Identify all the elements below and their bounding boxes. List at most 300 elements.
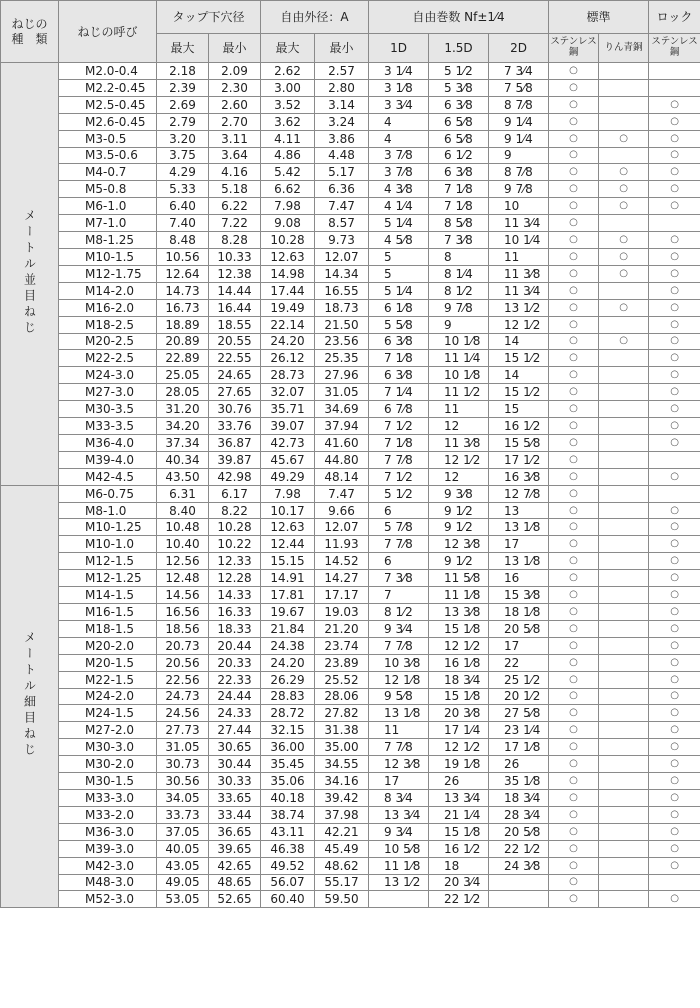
std-stainless-mark: ○ — [549, 401, 599, 418]
header-free-diameter: 自由外径：A — [261, 1, 369, 34]
lock-stainless-mark: ○ — [649, 384, 700, 401]
std-phosphor-bronze-mark — [599, 536, 649, 553]
std-stainless-mark: ○ — [549, 181, 599, 198]
table-row — [1, 874, 700, 891]
std-phosphor-bronze-mark — [599, 604, 649, 621]
cell-turns-15d: 5 1⁄2 — [429, 63, 489, 80]
lock-stainless-mark: ○ — [649, 806, 700, 823]
cell-free-min: 27.96 — [315, 367, 369, 384]
cell-tap-max: 49.05 — [157, 874, 209, 891]
cell-turns-1d: 6 7⁄8 — [369, 401, 429, 418]
cell-tap-max: 16.73 — [157, 299, 209, 316]
std-stainless-mark: ○ — [549, 215, 599, 232]
cell-tap-max: 14.73 — [157, 282, 209, 299]
cell-free-min: 34.69 — [315, 401, 369, 418]
cell-turns-2d: 16 — [489, 570, 549, 587]
std-phosphor-bronze-mark — [599, 637, 649, 654]
cell-turns-2d: 15 5⁄8 — [489, 434, 549, 451]
cell-tap-min: 8.28 — [209, 232, 261, 249]
header-1d: 1D — [369, 34, 429, 63]
cell-tap-max: 30.73 — [157, 756, 209, 773]
table-row — [1, 434, 700, 451]
cell-free-max: 32.07 — [261, 384, 315, 401]
cell-turns-2d: 17 — [489, 637, 549, 654]
cell-tap-min: 14.44 — [209, 282, 261, 299]
cell-thread-name: M20-1.5 — [59, 654, 157, 671]
cell-turns-1d: 6 1⁄8 — [369, 299, 429, 316]
table-row — [1, 705, 700, 722]
cell-thread-name: M8-1.0 — [59, 502, 157, 519]
std-stainless-mark: ○ — [549, 113, 599, 130]
cell-tap-max: 2.69 — [157, 96, 209, 113]
cell-tap-min: 24.44 — [209, 688, 261, 705]
cell-tap-max: 20.89 — [157, 333, 209, 350]
lock-stainless-mark: ○ — [649, 282, 700, 299]
cell-tap-min: 6.22 — [209, 198, 261, 215]
table-row — [1, 63, 700, 80]
lock-stainless-mark — [649, 451, 700, 468]
cell-free-min: 31.38 — [315, 722, 369, 739]
cell-free-max: 56.07 — [261, 874, 315, 891]
cell-turns-2d: 11 3⁄8 — [489, 265, 549, 282]
cell-turns-15d: 9 7⁄8 — [429, 299, 489, 316]
lock-stainless-mark: ○ — [649, 857, 700, 874]
cell-tap-min: 39.87 — [209, 451, 261, 468]
cell-tap-max: 8.40 — [157, 502, 209, 519]
table-row — [1, 620, 700, 637]
table-row — [1, 418, 700, 435]
header-lock: ロック — [649, 1, 700, 34]
cell-tap-max: 20.56 — [157, 654, 209, 671]
cell-free-min: 17.17 — [315, 587, 369, 604]
std-stainless-mark: ○ — [549, 553, 599, 570]
cell-turns-2d: 15 1⁄2 — [489, 384, 549, 401]
lock-stainless-mark: ○ — [649, 434, 700, 451]
cell-free-min: 23.56 — [315, 333, 369, 350]
cell-tap-min: 22.55 — [209, 350, 261, 367]
cell-turns-15d: 7 1⁄8 — [429, 181, 489, 198]
cell-turns-1d: 7 7⁄8 — [369, 637, 429, 654]
group-label-cell — [1, 485, 59, 908]
cell-turns-1d: 6 3⁄8 — [369, 333, 429, 350]
cell-free-max: 32.15 — [261, 722, 315, 739]
std-stainless-mark: ○ — [549, 519, 599, 536]
std-stainless-mark: ○ — [549, 773, 599, 790]
cell-thread-name: M2.0-0.4 — [59, 63, 157, 80]
cell-free-max: 42.73 — [261, 434, 315, 451]
cell-tap-min: 36.87 — [209, 434, 261, 451]
cell-tap-min: 2.30 — [209, 79, 261, 96]
cell-turns-15d: 8 1⁄2 — [429, 282, 489, 299]
cell-free-max: 36.00 — [261, 739, 315, 756]
std-stainless-mark: ○ — [549, 333, 599, 350]
cell-free-min: 7.47 — [315, 485, 369, 502]
lock-stainless-mark: ○ — [649, 553, 700, 570]
cell-free-max: 35.06 — [261, 773, 315, 790]
cell-turns-2d: 13 1⁄8 — [489, 519, 549, 536]
std-phosphor-bronze-mark — [599, 840, 649, 857]
lock-stainless-mark: ○ — [649, 130, 700, 147]
table-row — [1, 671, 700, 688]
std-stainless-mark: ○ — [549, 654, 599, 671]
std-stainless-mark: ○ — [549, 587, 599, 604]
cell-thread-name: M52-3.0 — [59, 891, 157, 908]
cell-turns-1d: 9 5⁄8 — [369, 688, 429, 705]
lock-stainless-mark: ○ — [649, 654, 700, 671]
cell-turns-15d: 6 5⁄8 — [429, 113, 489, 130]
std-stainless-mark: ○ — [549, 536, 599, 553]
std-stainless-mark: ○ — [549, 688, 599, 705]
table-row — [1, 96, 700, 113]
cell-turns-2d: 15 1⁄2 — [489, 350, 549, 367]
cell-free-max: 7.98 — [261, 198, 315, 215]
cell-turns-2d: 18 1⁄8 — [489, 604, 549, 621]
cell-free-min: 41.60 — [315, 434, 369, 451]
cell-turns-15d: 9 1⁄2 — [429, 502, 489, 519]
lock-stainless-mark: ○ — [649, 840, 700, 857]
cell-tap-min: 18.55 — [209, 316, 261, 333]
std-stainless-mark: ○ — [549, 502, 599, 519]
cell-tap-min: 3.64 — [209, 147, 261, 164]
lock-stainless-mark: ○ — [649, 265, 700, 282]
cell-tap-min: 22.33 — [209, 671, 261, 688]
lock-stainless-mark: ○ — [649, 620, 700, 637]
cell-turns-15d: 19 1⁄8 — [429, 756, 489, 773]
cell-free-min: 27.82 — [315, 705, 369, 722]
cell-tap-max: 34.05 — [157, 789, 209, 806]
table-row — [1, 316, 700, 333]
cell-free-min: 3.14 — [315, 96, 369, 113]
header-tap-max: 最大 — [157, 34, 209, 63]
cell-free-max: 28.72 — [261, 705, 315, 722]
lock-stainless-mark: ○ — [649, 587, 700, 604]
cell-turns-2d: 17 — [489, 536, 549, 553]
cell-turns-2d: 13 1⁄2 — [489, 299, 549, 316]
std-phosphor-bronze-mark — [599, 620, 649, 637]
lock-stainless-mark: ○ — [649, 248, 700, 265]
cell-turns-1d: 8 3⁄4 — [369, 789, 429, 806]
cell-turns-2d: 17 1⁄2 — [489, 451, 549, 468]
cell-turns-1d: 3 3⁄4 — [369, 96, 429, 113]
table-row — [1, 553, 700, 570]
cell-tap-max: 33.73 — [157, 806, 209, 823]
cell-turns-1d: 7 1⁄2 — [369, 418, 429, 435]
cell-turns-1d: 8 1⁄2 — [369, 604, 429, 621]
cell-free-max: 17.81 — [261, 587, 315, 604]
table-row — [1, 265, 700, 282]
cell-free-max: 15.15 — [261, 553, 315, 570]
cell-free-min: 8.57 — [315, 215, 369, 232]
cell-free-min: 11.93 — [315, 536, 369, 553]
cell-thread-name: M36-3.0 — [59, 823, 157, 840]
cell-turns-1d: 9 3⁄4 — [369, 620, 429, 637]
cell-tap-min: 10.33 — [209, 248, 261, 265]
cell-turns-2d: 13 — [489, 502, 549, 519]
cell-turns-15d: 7 3⁄8 — [429, 232, 489, 249]
cell-turns-1d: 9 3⁄4 — [369, 823, 429, 840]
table-row — [1, 637, 700, 654]
cell-turns-2d: 17 1⁄8 — [489, 739, 549, 756]
cell-tap-min: 5.18 — [209, 181, 261, 198]
std-stainless-mark: ○ — [549, 96, 599, 113]
cell-turns-2d: 10 1⁄4 — [489, 232, 549, 249]
cell-tap-max: 10.40 — [157, 536, 209, 553]
cell-tap-max: 14.56 — [157, 587, 209, 604]
std-stainless-mark: ○ — [549, 789, 599, 806]
cell-tap-max: 7.40 — [157, 215, 209, 232]
std-stainless-mark: ○ — [549, 248, 599, 265]
cell-free-max: 2.62 — [261, 63, 315, 80]
cell-tap-min: 10.22 — [209, 536, 261, 553]
cell-turns-1d: 11 — [369, 722, 429, 739]
table-row — [1, 384, 700, 401]
std-phosphor-bronze-mark — [599, 806, 649, 823]
cell-free-max: 24.38 — [261, 637, 315, 654]
cell-thread-name: M14-2.0 — [59, 282, 157, 299]
cell-tap-min: 20.44 — [209, 637, 261, 654]
cell-turns-15d: 11 5⁄8 — [429, 570, 489, 587]
cell-tap-max: 10.56 — [157, 248, 209, 265]
cell-thread-name: M27-2.0 — [59, 722, 157, 739]
std-phosphor-bronze-mark — [599, 79, 649, 96]
std-phosphor-bronze-mark — [599, 418, 649, 435]
table-row — [1, 350, 700, 367]
std-stainless-mark: ○ — [549, 891, 599, 908]
cell-turns-15d: 9 1⁄2 — [429, 553, 489, 570]
cell-free-min: 25.35 — [315, 350, 369, 367]
std-stainless-mark: ○ — [549, 468, 599, 485]
cell-free-min: 12.07 — [315, 519, 369, 536]
cell-thread-name: M30-2.0 — [59, 756, 157, 773]
cell-turns-1d: 3 7⁄8 — [369, 147, 429, 164]
lock-stainless-mark: ○ — [649, 570, 700, 587]
cell-free-min: 16.55 — [315, 282, 369, 299]
std-stainless-mark: ○ — [549, 282, 599, 299]
std-phosphor-bronze-mark — [599, 857, 649, 874]
cell-free-min: 7.47 — [315, 198, 369, 215]
table-row — [1, 756, 700, 773]
cell-turns-1d: 4 5⁄8 — [369, 232, 429, 249]
cell-thread-name: M36-4.0 — [59, 434, 157, 451]
cell-tap-max: 18.89 — [157, 316, 209, 333]
std-phosphor-bronze-mark — [599, 113, 649, 130]
cell-thread-name: M2.5-0.45 — [59, 96, 157, 113]
cell-free-max: 39.07 — [261, 418, 315, 435]
cell-free-max: 24.20 — [261, 654, 315, 671]
cell-turns-1d: 7 1⁄8 — [369, 434, 429, 451]
std-stainless-mark: ○ — [549, 418, 599, 435]
lock-stainless-mark: ○ — [649, 316, 700, 333]
cell-tap-max: 37.05 — [157, 823, 209, 840]
cell-thread-name: M27-3.0 — [59, 384, 157, 401]
cell-tap-max: 10.48 — [157, 519, 209, 536]
std-phosphor-bronze-mark — [599, 468, 649, 485]
cell-thread-name: M39-4.0 — [59, 451, 157, 468]
std-stainless-mark: ○ — [549, 840, 599, 857]
cell-turns-2d: 22 1⁄2 — [489, 840, 549, 857]
cell-free-max: 3.62 — [261, 113, 315, 130]
group-label: メートル細目ねじ — [22, 631, 37, 760]
cell-turns-15d: 6 3⁄8 — [429, 164, 489, 181]
cell-tap-max: 27.73 — [157, 722, 209, 739]
cell-tap-max: 22.56 — [157, 671, 209, 688]
cell-thread-name: M24-3.0 — [59, 367, 157, 384]
cell-thread-name: M48-3.0 — [59, 874, 157, 891]
cell-turns-2d: 18 3⁄4 — [489, 789, 549, 806]
cell-tap-min: 20.33 — [209, 654, 261, 671]
cell-thread-name: M8-1.25 — [59, 232, 157, 249]
cell-free-max: 35.71 — [261, 401, 315, 418]
cell-turns-1d: 5 1⁄2 — [369, 485, 429, 502]
cell-turns-15d: 7 1⁄8 — [429, 198, 489, 215]
table-row — [1, 164, 700, 181]
cell-tap-min: 16.44 — [209, 299, 261, 316]
std-stainless-mark: ○ — [549, 164, 599, 181]
cell-turns-15d: 9 3⁄8 — [429, 485, 489, 502]
lock-stainless-mark: ○ — [649, 756, 700, 773]
cell-free-max: 21.84 — [261, 620, 315, 637]
std-phosphor-bronze-mark — [599, 739, 649, 756]
std-phosphor-bronze-mark — [599, 519, 649, 536]
cell-turns-15d: 17 1⁄4 — [429, 722, 489, 739]
cell-turns-2d: 11 — [489, 248, 549, 265]
header-tap-drill: タップ下穴径 — [157, 1, 261, 34]
std-phosphor-bronze-mark: ○ — [599, 232, 649, 249]
cell-thread-name: M30-3.0 — [59, 739, 157, 756]
std-phosphor-bronze-mark: ○ — [599, 181, 649, 198]
std-phosphor-bronze-mark — [599, 316, 649, 333]
cell-thread-name: M30-1.5 — [59, 773, 157, 790]
cell-free-min: 4.48 — [315, 147, 369, 164]
lock-stainless-mark: ○ — [649, 688, 700, 705]
lock-stainless-mark: ○ — [649, 96, 700, 113]
cell-turns-15d: 11 1⁄8 — [429, 587, 489, 604]
cell-turns-2d: 26 — [489, 756, 549, 773]
table-row — [1, 722, 700, 739]
cell-tap-max: 34.20 — [157, 418, 209, 435]
cell-turns-15d: 9 1⁄2 — [429, 519, 489, 536]
cell-turns-15d: 11 1⁄2 — [429, 384, 489, 401]
cell-turns-1d: 7 1⁄4 — [369, 384, 429, 401]
cell-free-min: 42.21 — [315, 823, 369, 840]
lock-stainless-mark: ○ — [649, 299, 700, 316]
table-row — [1, 113, 700, 130]
header-15d: 1.5D — [429, 34, 489, 63]
cell-turns-2d: 20 5⁄8 — [489, 620, 549, 637]
header-2d: 2D — [489, 34, 549, 63]
std-stainless-mark: ○ — [549, 63, 599, 80]
cell-free-max: 14.91 — [261, 570, 315, 587]
header-thread-type: ねじの 種 類 — [1, 1, 59, 63]
cell-turns-1d: 17 — [369, 773, 429, 790]
cell-turns-2d: 20 5⁄8 — [489, 823, 549, 840]
cell-free-min: 34.55 — [315, 756, 369, 773]
table-row — [1, 587, 700, 604]
cell-turns-2d: 14 — [489, 367, 549, 384]
table-row — [1, 823, 700, 840]
cell-free-max: 38.74 — [261, 806, 315, 823]
table-row — [1, 299, 700, 316]
cell-tap-min: 36.65 — [209, 823, 261, 840]
cell-tap-min: 20.55 — [209, 333, 261, 350]
std-stainless-mark: ○ — [549, 265, 599, 282]
cell-free-min: 25.52 — [315, 671, 369, 688]
cell-thread-name: M33-3.5 — [59, 418, 157, 435]
group-label: メートル並目ねじ — [22, 208, 37, 337]
cell-free-max: 35.45 — [261, 756, 315, 773]
table-row — [1, 367, 700, 384]
cell-turns-15d: 8 1⁄4 — [429, 265, 489, 282]
std-phosphor-bronze-mark — [599, 756, 649, 773]
header-tap-min: 最小 — [209, 34, 261, 63]
table-row — [1, 232, 700, 249]
std-stainless-mark: ○ — [549, 620, 599, 637]
cell-turns-1d: 10 5⁄8 — [369, 840, 429, 857]
cell-free-min: 18.73 — [315, 299, 369, 316]
cell-free-min: 37.94 — [315, 418, 369, 435]
table-row — [1, 502, 700, 519]
cell-thread-name: M5-0.8 — [59, 181, 157, 198]
cell-tap-min: 39.65 — [209, 840, 261, 857]
cell-turns-1d: 4 — [369, 130, 429, 147]
cell-free-min: 3.86 — [315, 130, 369, 147]
cell-turns-2d: 9 — [489, 147, 549, 164]
cell-turns-15d: 11 1⁄4 — [429, 350, 489, 367]
cell-turns-15d: 12 — [429, 468, 489, 485]
cell-turns-2d — [489, 891, 549, 908]
cell-turns-1d — [369, 891, 429, 908]
cell-thread-name: M6-0.75 — [59, 485, 157, 502]
cell-free-max: 7.98 — [261, 485, 315, 502]
cell-turns-15d: 11 — [429, 401, 489, 418]
table-row — [1, 485, 700, 502]
std-stainless-mark: ○ — [549, 637, 599, 654]
cell-turns-2d: 15 3⁄8 — [489, 587, 549, 604]
cell-turns-1d: 5 — [369, 265, 429, 282]
cell-free-max: 49.29 — [261, 468, 315, 485]
cell-tap-min: 42.98 — [209, 468, 261, 485]
cell-turns-1d: 6 — [369, 553, 429, 570]
cell-free-max: 26.12 — [261, 350, 315, 367]
lock-stainless-mark — [649, 215, 700, 232]
cell-free-min: 28.06 — [315, 688, 369, 705]
std-phosphor-bronze-mark — [599, 823, 649, 840]
cell-free-max: 40.18 — [261, 789, 315, 806]
cell-tap-min: 42.65 — [209, 857, 261, 874]
cell-free-max: 3.00 — [261, 79, 315, 96]
cell-turns-15d: 13 3⁄8 — [429, 604, 489, 621]
cell-turns-2d: 35 1⁄8 — [489, 773, 549, 790]
cell-thread-name: M2.6-0.45 — [59, 113, 157, 130]
lock-stainless-mark: ○ — [649, 671, 700, 688]
lock-stainless-mark: ○ — [649, 418, 700, 435]
table-row — [1, 654, 700, 671]
cell-turns-1d: 7 7⁄8 — [369, 451, 429, 468]
cell-tap-min: 2.09 — [209, 63, 261, 80]
cell-thread-name: M3-0.5 — [59, 130, 157, 147]
std-stainless-mark: ○ — [549, 384, 599, 401]
cell-turns-2d: 16 1⁄2 — [489, 418, 549, 435]
cell-free-min: 37.98 — [315, 806, 369, 823]
cell-turns-15d: 12 1⁄2 — [429, 637, 489, 654]
cell-turns-1d: 7 1⁄8 — [369, 350, 429, 367]
cell-free-max: 19.67 — [261, 604, 315, 621]
cell-free-min: 48.62 — [315, 857, 369, 874]
cell-free-max: 28.83 — [261, 688, 315, 705]
cell-turns-2d: 24 3⁄8 — [489, 857, 549, 874]
std-phosphor-bronze-mark: ○ — [599, 248, 649, 265]
cell-turns-1d: 7 — [369, 587, 429, 604]
